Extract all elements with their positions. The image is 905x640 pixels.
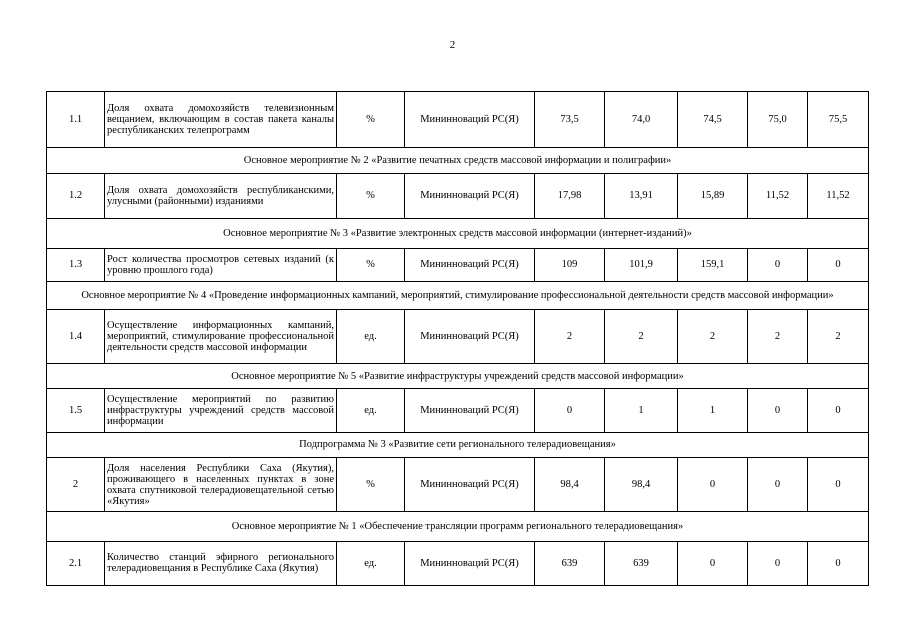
row-number: 1.3 bbox=[47, 249, 105, 281]
value-cell: 0 bbox=[535, 389, 605, 432]
unit-cell: ед. bbox=[337, 309, 405, 363]
ministry-cell: Мининноваций РС(Я) bbox=[405, 309, 535, 363]
section-heading: Основное мероприятие № 4 «Проведение информационных кампаний, мероприятий, стимулирование профессиональной деятельности средств массовой информации» bbox=[47, 281, 869, 309]
value-cell: 0 bbox=[748, 457, 808, 511]
indicator-description: Рост количества просмотров сетевых изданий (к уровню прошлого года) bbox=[105, 249, 337, 281]
value-cell: 2 bbox=[678, 309, 748, 363]
value-cell: 0 bbox=[808, 249, 869, 281]
unit-cell: ед. bbox=[337, 541, 405, 585]
row-number: 1.5 bbox=[47, 389, 105, 432]
value-cell: 98,4 bbox=[605, 457, 678, 511]
section-heading: Основное мероприятие № 5 «Развитие инфраструктуры учреждений средств массовой информации» bbox=[47, 364, 869, 389]
table-row bbox=[47, 249, 869, 281]
table-row bbox=[47, 389, 869, 432]
value-cell: 73,5 bbox=[535, 92, 605, 148]
ministry-cell: Мининноваций РС(Я) bbox=[405, 173, 535, 218]
indicator-description: Доля населения Республики Саха (Якутия), проживающего в населенных пунктах в зоне охвата спутниковой телерадиовещательной сетью «Якутия» bbox=[105, 457, 337, 511]
table-row bbox=[47, 457, 869, 511]
value-cell: 1 bbox=[678, 389, 748, 432]
value-cell: 15,89 bbox=[678, 173, 748, 218]
value-cell: 11,52 bbox=[808, 173, 869, 218]
indicator-description: Доля охвата домохозяйств телевизионным вещанием, включающим в состав пакета каналы республиканских телепрограмм bbox=[105, 92, 337, 148]
value-cell: 0 bbox=[748, 389, 808, 432]
ministry-cell: Мининноваций РС(Я) bbox=[405, 92, 535, 148]
value-cell: 2 bbox=[605, 309, 678, 363]
unit-cell: % bbox=[337, 173, 405, 218]
value-cell: 159,1 bbox=[678, 249, 748, 281]
section-row bbox=[47, 512, 869, 541]
table-row bbox=[47, 173, 869, 218]
section-heading: Основное мероприятие № 3 «Развитие электронных средств массовой информации (интернет-изданий)» bbox=[47, 219, 869, 249]
row-number: 2 bbox=[47, 457, 105, 511]
value-cell: 0 bbox=[808, 541, 869, 585]
ministry-cell: Мининноваций РС(Я) bbox=[405, 249, 535, 281]
value-cell: 109 bbox=[535, 249, 605, 281]
value-cell: 17,98 bbox=[535, 173, 605, 218]
section-row bbox=[47, 364, 869, 389]
value-cell: 0 bbox=[748, 541, 808, 585]
ministry-cell: Мининноваций РС(Я) bbox=[405, 541, 535, 585]
section-heading: Основное мероприятие № 2 «Развитие печатных средств массовой информации и полиграфии» bbox=[47, 148, 869, 173]
table-row bbox=[47, 92, 869, 148]
value-cell: 75,0 bbox=[748, 92, 808, 148]
value-cell: 1 bbox=[605, 389, 678, 432]
section-row bbox=[47, 281, 869, 309]
indicator-description: Количество станций эфирного регионального телерадиовещания в Республике Саха (Якутия) bbox=[105, 541, 337, 585]
table-row bbox=[47, 541, 869, 585]
section-row bbox=[47, 148, 869, 173]
row-number: 1.2 bbox=[47, 173, 105, 218]
indicators-table bbox=[46, 91, 869, 586]
value-cell: 0 bbox=[808, 457, 869, 511]
value-cell: 74,5 bbox=[678, 92, 748, 148]
value-cell: 0 bbox=[678, 457, 748, 511]
value-cell: 74,0 bbox=[605, 92, 678, 148]
section-row bbox=[47, 432, 869, 457]
row-number: 1.4 bbox=[47, 309, 105, 363]
ministry-cell: Мининноваций РС(Я) bbox=[405, 389, 535, 432]
indicator-description: Осуществление мероприятий по развитию инфраструктуры учреждений средств массовой информации bbox=[105, 389, 337, 432]
page-number: 2 bbox=[449, 39, 456, 51]
value-cell: 639 bbox=[535, 541, 605, 585]
value-cell: 2 bbox=[748, 309, 808, 363]
unit-cell: % bbox=[337, 249, 405, 281]
value-cell: 0 bbox=[748, 249, 808, 281]
unit-cell: ед. bbox=[337, 389, 405, 432]
section-heading: Основное мероприятие № 1 «Обеспечение трансляции программ регионального телерадиовещания» bbox=[47, 512, 869, 541]
value-cell: 2 bbox=[535, 309, 605, 363]
table-row bbox=[47, 309, 869, 363]
value-cell: 11,52 bbox=[748, 173, 808, 218]
unit-cell: % bbox=[337, 92, 405, 148]
section-heading: Подпрограмма № 3 «Развитие сети регионального телерадиовещания» bbox=[47, 432, 869, 457]
value-cell: 639 bbox=[605, 541, 678, 585]
value-cell: 98,4 bbox=[535, 457, 605, 511]
value-cell: 0 bbox=[678, 541, 748, 585]
value-cell: 101,9 bbox=[605, 249, 678, 281]
ministry-cell: Мининноваций РС(Я) bbox=[405, 457, 535, 511]
unit-cell: % bbox=[337, 457, 405, 511]
value-cell: 0 bbox=[808, 389, 869, 432]
section-row bbox=[47, 219, 869, 249]
value-cell: 75,5 bbox=[808, 92, 869, 148]
value-cell: 13,91 bbox=[605, 173, 678, 218]
value-cell: 2 bbox=[808, 309, 869, 363]
row-number: 2.1 bbox=[47, 541, 105, 585]
indicator-description: Осуществление информационных кампаний, мероприятий, стимулирование профессиональной деятельности средств массовой информации bbox=[105, 309, 337, 363]
row-number: 1.1 bbox=[47, 92, 105, 148]
indicator-description: Доля охвата домохозяйств республиканскими, улусными (районными) изданиями bbox=[105, 173, 337, 218]
